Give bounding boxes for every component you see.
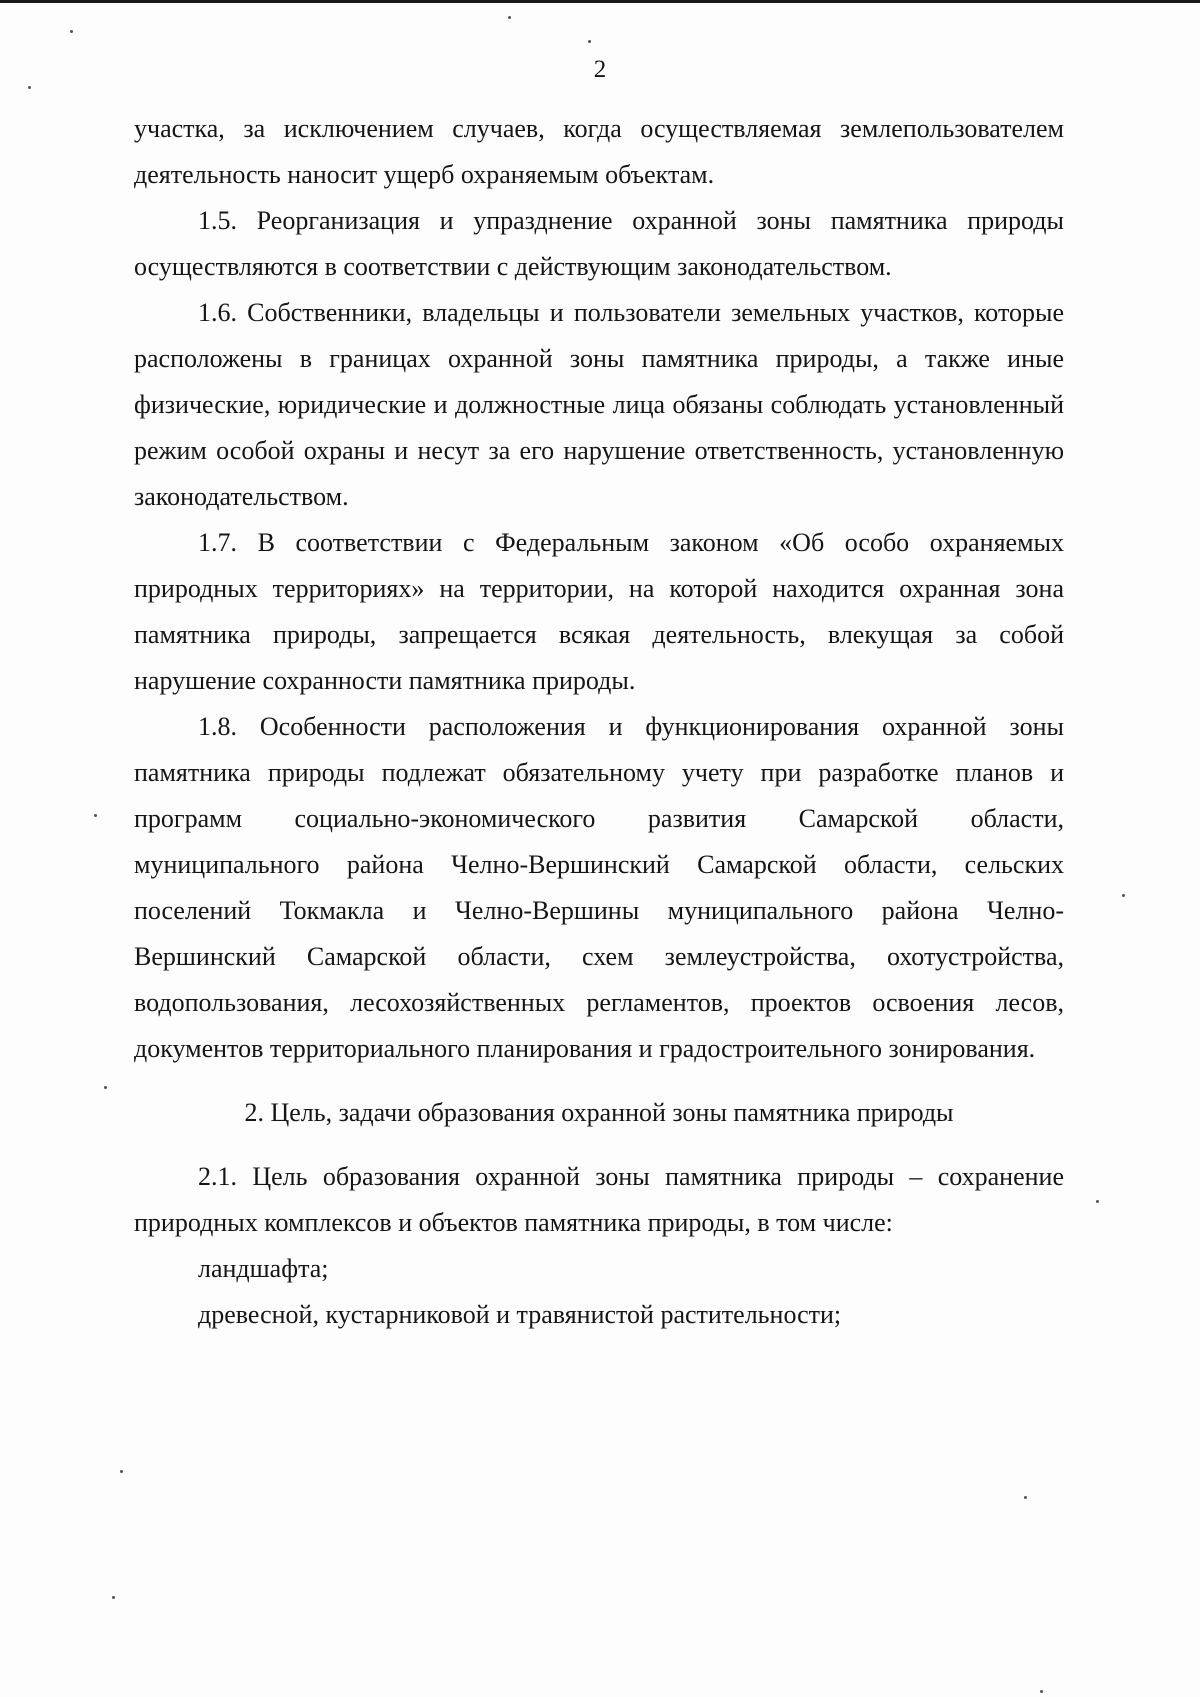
paragraph-2-1: 2.1. Цель образования охранной зоны памятника природы – сохранение природных комплексов и объектов памятника природы, в том числе: xyxy=(134,1162,1064,1237)
paragraph-1-5: 1.5. Реорганизация и упразднение охранной зоны памятника природы осуществляются в соответствии с действующим законодательством. xyxy=(134,206,1064,281)
scan-speck xyxy=(588,40,591,43)
scan-speck xyxy=(70,30,73,33)
scan-speck xyxy=(1122,894,1125,897)
scan-speck xyxy=(1024,1496,1027,1499)
scan-speck xyxy=(120,1470,123,1473)
scan-speck xyxy=(104,1086,107,1089)
paragraph-1-8: 1.8. Особенности расположения и функционирования охранной зоны памятника природы подлежат обязательному учету при разработке планов и программ социально-экономического развития Самарской области, муниципального района Челно-Вершинский Самарской области, сельских поселений Токмакла и Челно-Вершины муниципального района Челно-Вершинский Самарской области, схем землеустройства, охотустройства, водопользования, лесохозяйственных регламентов, проектов освоения лесов, документов территориального планирования и градостроительного зонирования. xyxy=(134,712,1064,1063)
document-body xyxy=(134,106,1064,1338)
scan-speck xyxy=(508,16,511,19)
scan-speck xyxy=(1040,1690,1043,1693)
section-2-heading: 2. Цель, задачи образования охранной зоны памятника природы xyxy=(244,1098,954,1127)
scan-speck xyxy=(112,1596,115,1599)
paragraph-1-6: 1.6. Собственники, владельцы и пользователи земельных участков, которые расположены в границах охранной зоны памятника природы, а также иные физические, юридические и должностные лица обязаны соблюдать установленный режим особой охраны и несут за его нарушение ответственность, установленную законодательством. xyxy=(134,298,1064,511)
scan-speck xyxy=(28,86,31,89)
page-number: 2 xyxy=(593,56,607,83)
scan-speck xyxy=(94,814,97,817)
list-item-vegetation: древесной, кустарниковой и травянистой растительности; xyxy=(198,1300,842,1329)
list-item-landscape: ландшафта; xyxy=(198,1254,329,1283)
scan-speck xyxy=(1096,1200,1099,1203)
paragraph-1-4-continuation: участка, за исключением случаев, когда осуществляемая землепользователем деятельность наносит ущерб охраняемым объектам. xyxy=(134,114,1064,189)
paragraph-1-7: 1.7. В соответствии с Федеральным законом «Об особо охраняемых природных территориях» на территории, на которой находится охранная зона памятника природы, запрещается всякая деятельность, влекущая за собой нарушение сохранности памятника природы. xyxy=(134,528,1064,695)
scan-top-border xyxy=(0,0,1200,3)
